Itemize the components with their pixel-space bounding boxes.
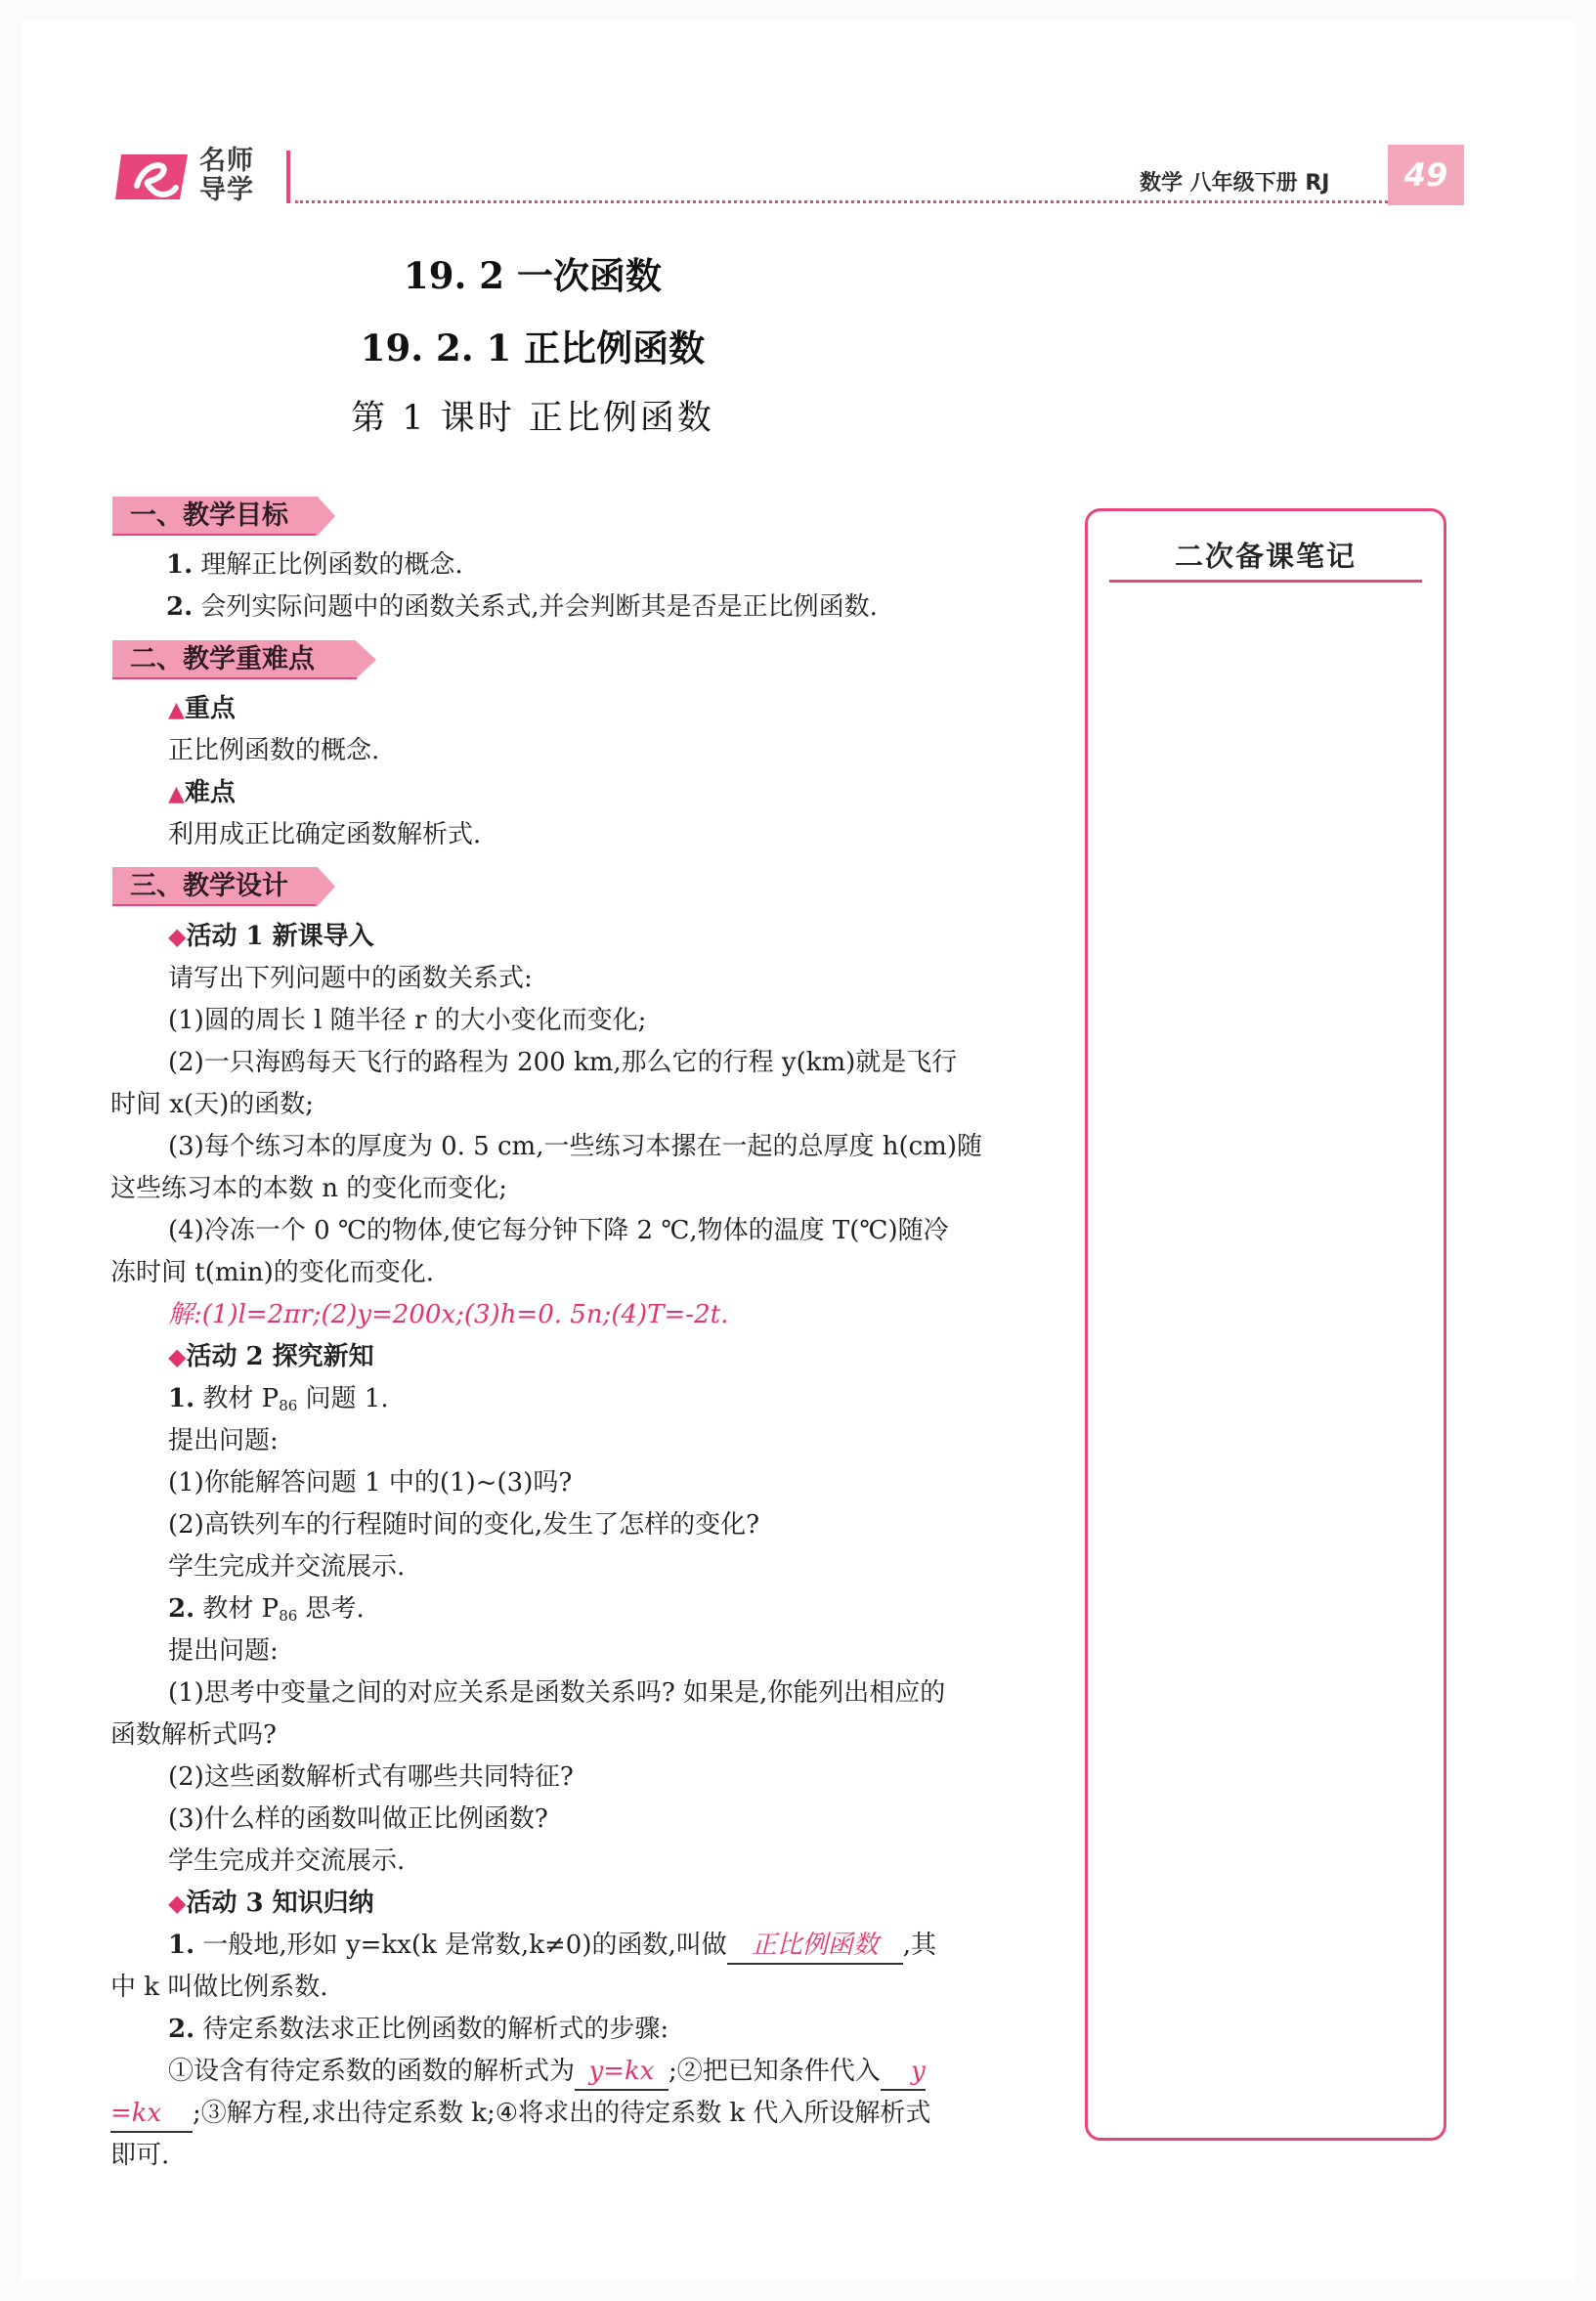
activity-1-answer: 解:(1)l=2πr;(2)y=200x;(3)h=0. 5n;(4)T=-2t. — [168, 1300, 729, 1329]
hard-point-label: ▲难点 — [168, 778, 236, 807]
activity-3-heading: ◆活动 3 知识归纳 — [168, 1889, 374, 1918]
section-heading-goals: 一、教学目标 — [112, 497, 335, 536]
knowledge-1-line-1: 1. 一般地,形如 y=kx(k 是常数,k≠0)的函数,叫做 正比例函数 ,其 — [168, 1928, 936, 1965]
knowledge-steps-line-1: ①设含有待定系数的函数的解析式为 y=kx ;②把已知条件代入 y — [168, 2054, 926, 2091]
prompt-2-note: 学生完成并交流展示. — [168, 1846, 406, 1876]
prompt-2-q1-line-1: (1)思考中变量之间的对应关系是函数关系吗? 如果是,你能列出相应的 — [168, 1678, 946, 1708]
activity-2-heading: ◆活动 2 探究新知 — [168, 1342, 374, 1371]
header-dotted-rule — [295, 200, 1388, 203]
goal-1: 1. 理解正比例函数的概念. — [166, 550, 463, 580]
diamond-icon: ◆ — [168, 1889, 187, 1917]
section-heading-design: 三、教学设计 — [112, 867, 335, 906]
activity-1-intro: 请写出下列问题中的函数关系式: — [168, 964, 533, 993]
page-number: 49 — [1388, 145, 1464, 205]
prompt-2-q1-line-2: 函数解析式吗? — [110, 1720, 277, 1750]
key-point-text: 正比例函数的概念. — [168, 736, 380, 765]
question-1: (1)圆的周长 l 随半径 r 的大小变化而变化; — [168, 1006, 647, 1035]
key-point-label: ▲重点 — [168, 694, 236, 723]
triangle-icon: ▲ — [168, 697, 185, 722]
brand-divider — [286, 151, 290, 203]
answer-blank: y — [881, 2054, 926, 2091]
prompt-1-q2: (2)高铁列车的行程随时间的变化,发生了怎样的变化? — [168, 1510, 760, 1540]
question-3-line-1: (3)每个练习本的厚度为 0. 5 cm,一些练习本摞在一起的总厚度 h(cm)随 — [168, 1132, 982, 1161]
prompt-1-q1: (1)你能解答问题 1 中的(1)~(3)吗? — [168, 1468, 573, 1498]
knowledge-2: 2. 待定系数法求正比例函数的解析式的步骤: — [168, 2015, 669, 2044]
goal-2: 2. 会列实际问题中的函数关系式,并会判断其是否是正比例函数. — [166, 592, 878, 622]
section-heading-difficulty: 二、教学重难点 — [112, 640, 376, 679]
prompt-label-2: 提出问题: — [168, 1636, 279, 1666]
answer-blank: 正比例函数 — [727, 1928, 903, 1965]
textbook-ref-2: 2. 教材 $P_{86}$ 思考. — [168, 1594, 365, 1625]
question-2-line-2: 时间 x(天)的函数; — [110, 1090, 314, 1119]
answer-blank: y=kx — [575, 2054, 669, 2091]
question-4-line-2: 冻时间 t(min)的变化而变化. — [110, 1258, 434, 1287]
brand-mark-icon — [115, 149, 195, 205]
notes-title-underline — [1109, 580, 1422, 583]
question-2-line-1: (2)一只海鸥每天飞行的路程为 200 km,那么它的行程 y(km)就是飞行 — [168, 1048, 958, 1077]
hard-point-text: 利用成正比确定函数解析式. — [168, 820, 482, 849]
lesson-title: 第 1 课时 正比例函数 — [351, 399, 714, 438]
knowledge-1-line-2: 中 k 叫做比例系数. — [110, 1973, 328, 2002]
diamond-icon: ◆ — [168, 1342, 187, 1370]
answer-blank: =kx — [110, 2096, 193, 2133]
brand-name: 名师 导学 — [199, 146, 254, 205]
knowledge-steps-line-3: 即可. — [110, 2141, 170, 2170]
notes-title: 二次备课笔记 — [1174, 540, 1357, 573]
prompt-label-1: 提出问题: — [168, 1426, 279, 1455]
brand-logo — [115, 147, 291, 207]
subsection-title: 19. 2. 1 正比例函数 — [360, 326, 706, 369]
question-4-line-1: (4)冷冻一个 0 ℃的物体,使它每分钟下降 2 ℃,物体的温度 T(℃)随冷 — [168, 1216, 949, 1245]
question-3-line-2: 这些练习本的本数 n 的变化而变化; — [110, 1174, 508, 1203]
textbook-ref-1: 1. 教材 $P_{86}$ 问题 1. — [168, 1384, 389, 1414]
prompt-1-note: 学生完成并交流展示. — [168, 1552, 406, 1582]
activity-1-heading: ◆活动 1 新课导入 — [168, 922, 374, 951]
prompt-2-q3: (3)什么样的函数叫做正比例函数? — [168, 1804, 548, 1834]
prompt-2-q2: (2)这些函数解析式有哪些共同特征? — [168, 1762, 574, 1792]
lesson-notes-box — [1085, 508, 1446, 2141]
knowledge-steps-line-2: =kx ;③解方程,求出待定系数 k;④将求出的待定系数 k 代入所设解析式 — [110, 2096, 930, 2133]
diamond-icon: ◆ — [168, 922, 187, 950]
triangle-icon: ▲ — [168, 781, 185, 806]
book-info: 数学 八年级下册 RJ — [1140, 171, 1330, 195]
section-title: 19. 2 一次函数 — [404, 254, 662, 297]
